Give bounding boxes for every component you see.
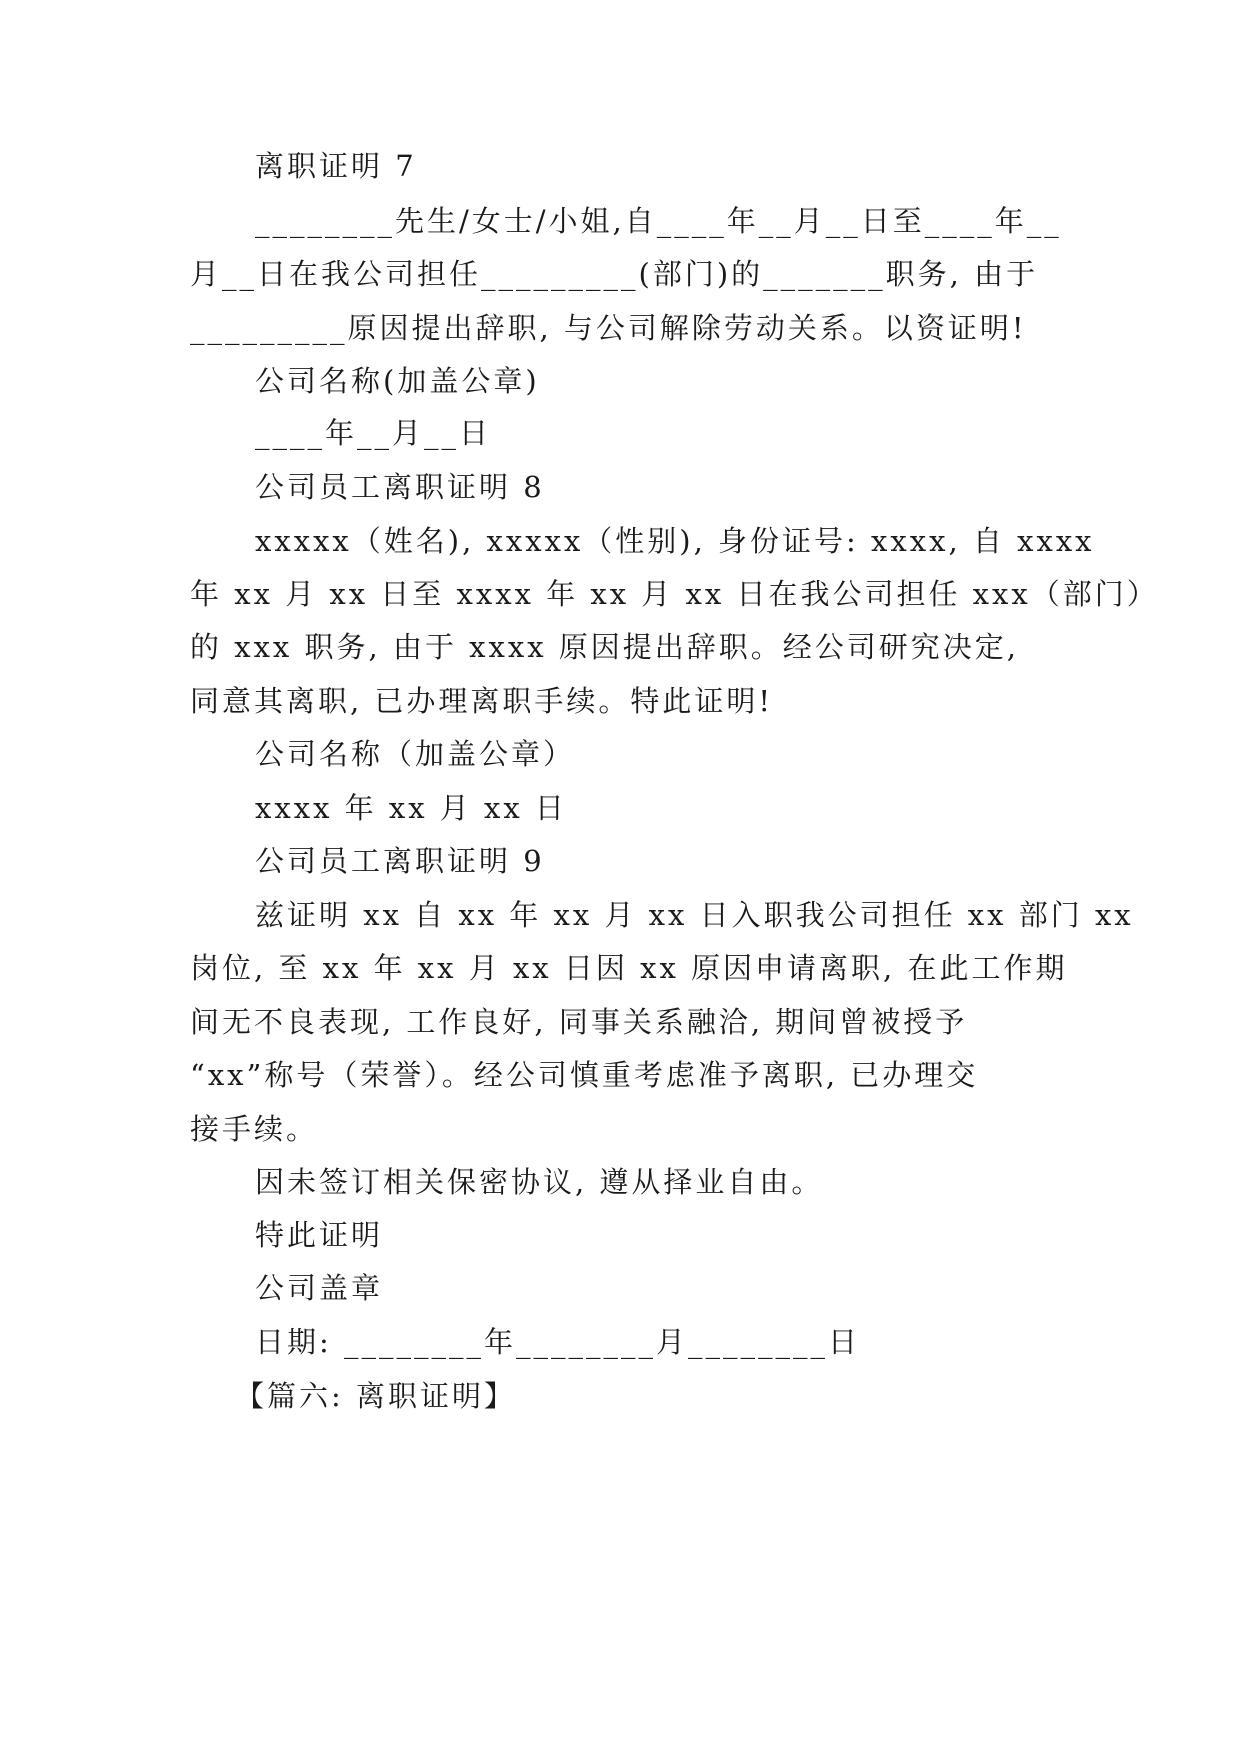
next-section-heading: 【篇六: 离职证明】: [235, 1379, 516, 1413]
section-8-body-line-1: xxxxx（姓名), xxxxx（性别), 身份证号: xxxx, 自 xxxx: [255, 524, 1095, 558]
section-9-body-line-3: 间无不良表现, 工作良好, 同事关系融洽, 期间曾被授予: [190, 1005, 968, 1039]
section-9-seal: 公司盖章: [255, 1271, 384, 1305]
section-7-body-line-3: _________原因提出辞职, 与公司解除劳动关系。以资证明!: [190, 311, 1027, 345]
section-9-date: 日期: ________年________月________日: [255, 1325, 860, 1359]
section-8-date: xxxx 年 xx 月 xx 日: [255, 791, 567, 825]
section-8-body-line-3: 的 xxx 职务, 由于 xxxx 原因提出辞职。经公司研究决定,: [190, 630, 1020, 664]
section-7-date: ____年__月__日: [255, 416, 492, 450]
section-7-company: 公司名称(加盖公章): [255, 364, 540, 398]
section-9-title: 公司员工离职证明 9: [255, 844, 545, 878]
section-9-body-line-5: 接手续。: [190, 1112, 319, 1146]
section-7-body-line-1: ________先生/女士/小姐,自____年__月__日至____年__: [255, 204, 1062, 238]
section-7-title: 离职证明 7: [255, 149, 417, 183]
section-8-body-line-4: 同意其离职, 已办理离职手续。特此证明!: [190, 684, 774, 718]
section-9-confidentiality: 因未签订相关保密协议, 遵从择业自由。: [255, 1165, 824, 1199]
section-8-company: 公司名称（加盖公章）: [255, 737, 576, 771]
section-9-certify: 特此证明: [255, 1218, 384, 1252]
section-7-body-line-2: 月__日在我公司担任_________(部门)的_______职务, 由于: [190, 257, 1039, 291]
section-9-body-line-1: 兹证明 xx 自 xx 年 xx 月 xx 日入职我公司担任 xx 部门 xx: [255, 898, 1134, 932]
section-9-body-line-4: “xx”称号（荣誉）。经公司慎重考虑准予离职, 已办理交: [190, 1058, 979, 1092]
section-9-body-line-2: 岗位, 至 xx 年 xx 月 xx 日因 xx 原因申请离职, 在此工作期: [190, 951, 1068, 985]
section-8-body-line-2: 年 xx 月 xx 日至 xxxx 年 xx 月 xx 日在我公司担任 xxx（部门）: [190, 577, 1159, 611]
section-8-title: 公司员工离职证明 8: [255, 470, 545, 504]
